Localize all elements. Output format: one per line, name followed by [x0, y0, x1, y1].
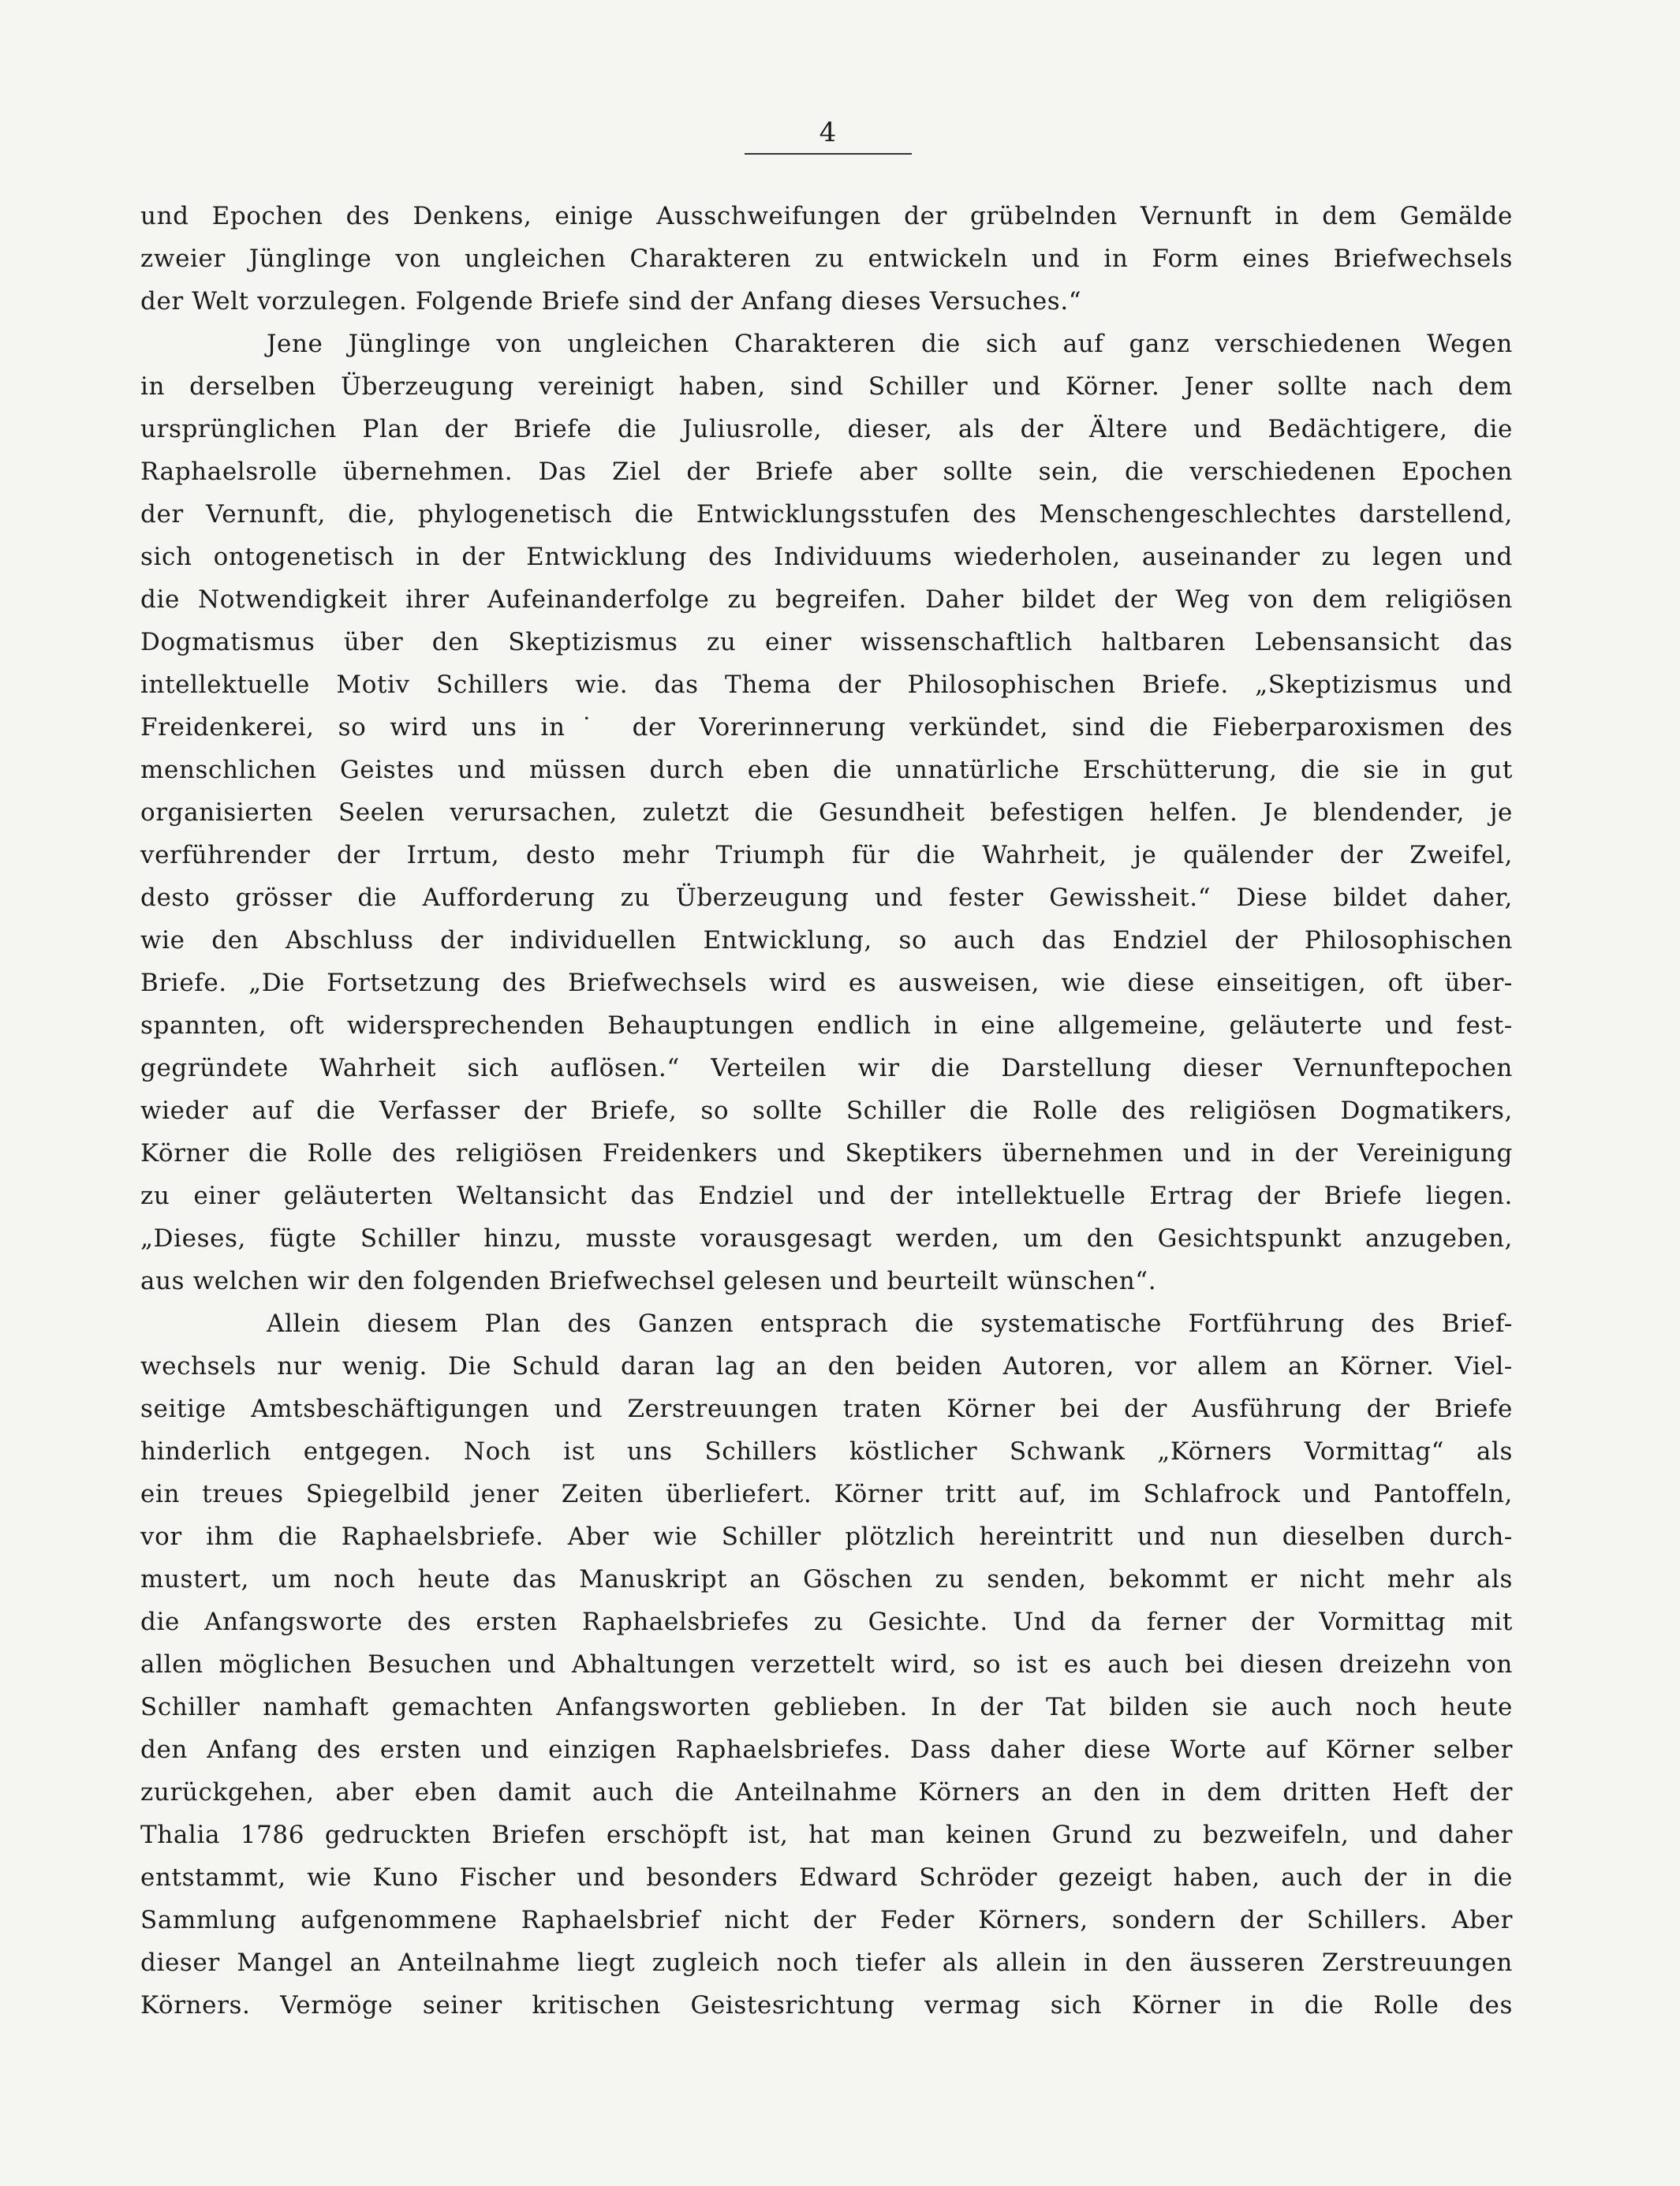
text-line: allen möglichen Besuchen und Abhaltungen verzettelt wird, so ist es auch bei diesen dreizehn von: [140, 1650, 1513, 1679]
text-line: Körner die Rolle des religiösen Freidenkers und Skeptikers übernehmen und in der Vereinigung: [140, 1139, 1513, 1168]
text-line: der Vernunft, die, phylogenetisch die Entwicklungsstufen des Menschengeschlechtes darstellend,: [140, 500, 1513, 529]
text-line: Schiller namhaft gemachten Anfangsworten geblieben. In der Tat bilden sie auch noch heute: [140, 1693, 1513, 1721]
text-line: verführender der Irrtum, desto mehr Triumph für die Wahrheit, je quälender der Zweifel,: [140, 841, 1513, 869]
text-line: Allein diesem Plan des Ganzen entsprach die systematische Fortführung des Brief-: [267, 1310, 1513, 1338]
text-line: Freidenkerei, so wird uns in˙ der Vorerinnerung verkündet, sind die Fieberparoxismen des: [140, 713, 1513, 742]
text-line: desto grösser die Aufforderung zu Überzeugung und fester Gewissheit.“ Diese bildet daher,: [140, 884, 1513, 912]
text-line: wie den Abschluss der individuellen Entwicklung, so auch das Endziel der Philosophischen: [140, 926, 1513, 955]
text-line: „Dieses, fügte Schiller hinzu, musste vorausgesagt werden, um den Gesichtspunkt anzugeben,: [140, 1224, 1513, 1253]
text-line: zweier Jünglinge von ungleichen Charakteren zu entwickeln und in Form eines Briefwechsels: [140, 245, 1513, 273]
text-line: intellektuelle Motiv Schillers wie. das Thema der Philosophischen Briefe. „Skeptizismus und: [140, 671, 1513, 699]
text-line: Körners. Vermöge seiner kritischen Geistesrichtung vermag sich Körner in die Rolle des: [140, 1991, 1513, 2020]
text-line: Thalia 1786 gedruckten Briefen erschöpft ist, hat man keinen Grund zu bezweifeln, und daher: [140, 1821, 1513, 1849]
page-header: [741, 117, 915, 148]
text-line: gegründete Wahrheit sich auflösen.“ Verteilen wir die Darstellung dieser Vernunftepochen: [140, 1054, 1513, 1082]
text-line: Briefe. „Die Fortsetzung des Briefwechsels wird es ausweisen, wie diese einseitigen, oft über-: [140, 969, 1513, 997]
text-line: wechsels nur wenig. Die Schuld daran lag an den beiden Autoren, vor allem an Körner. Viel-: [140, 1352, 1513, 1381]
text-line: ursprünglichen Plan der Briefe die Juliusrolle, dieser, als der Ältere und Bedächtigere, die: [140, 415, 1513, 443]
text-line: den Anfang des ersten und einzigen Raphaelsbriefes. Dass daher diese Worte auf Körner selber: [140, 1736, 1513, 1764]
header-rule: [745, 153, 912, 155]
text-line: mustert, um noch heute das Manuskript an Göschen zu senden, bekommt er nicht mehr als: [140, 1565, 1513, 1594]
text-line: spannten, oft widersprechenden Behauptungen endlich in eine allgemeine, geläuterte und fest-: [140, 1011, 1513, 1040]
text-line: entstammt, wie Kuno Fischer und besonders Edward Schröder gezeigt haben, auch der in die: [140, 1863, 1513, 1892]
text-line: sich ontogenetisch in der Entwicklung des Individuums wiederholen, auseinander zu legen und: [140, 543, 1513, 571]
text-line: Sammlung aufgenommene Raphaelsbrief nicht der Feder Körners, sondern der Schillers. Aber: [140, 1906, 1513, 1934]
text-line: ein treues Spiegelbild jener Zeiten überliefert. Körner tritt auf, im Schlafrock und Pantoffeln,: [140, 1480, 1513, 1508]
text-line: seitige Amtsbeschäftigungen und Zerstreuungen traten Körner bei der Ausführung der Briefe: [140, 1395, 1513, 1423]
text-line: menschlichen Geistes und müssen durch eben die unnatürliche Erschütterung, die sie in gut: [140, 756, 1513, 784]
text-line: Jene Jünglinge von ungleichen Charakteren die sich auf ganz verschiedenen Wegen: [267, 330, 1513, 358]
body-text: [140, 195, 1513, 2027]
text-line: organisierten Seelen verursachen, zuletzt die Gesundheit befestigen helfen. Je blendender, je: [140, 798, 1513, 827]
text-line: Dogmatismus über den Skeptizismus zu einer wissenschaftlich haltbaren Lebensansicht das: [140, 628, 1513, 656]
text-line: vor ihm die Raphaelsbriefe. Aber wie Schiller plötzlich hereintritt und nun dieselben durch-: [140, 1523, 1513, 1551]
text-line: in derselben Überzeugung vereinigt haben, sind Schiller und Körner. Jener sollte nach dem: [140, 372, 1513, 401]
text-line: wieder auf die Verfasser der Briefe, so sollte Schiller die Rolle des religiösen Dogmatikers,: [140, 1097, 1513, 1125]
text-line: aus welchen wir den folgenden Briefwechsel gelesen und beurteilt wünschen“.: [140, 1267, 1157, 1295]
text-line: Raphaelsrolle übernehmen. Das Ziel der Briefe aber sollte sein, die verschiedenen Epochen: [140, 458, 1513, 486]
text-line: zu einer geläuterten Weltansicht das Endziel und der intellektuelle Ertrag der Briefe liegen.: [140, 1182, 1513, 1210]
text-line: zurückgehen, aber eben damit auch die Anteilnahme Körners an den in dem dritten Heft der: [140, 1778, 1513, 1807]
text-line: die Anfangsworte des ersten Raphaelsbriefes zu Gesichte. Und da ferner der Vormittag mit: [140, 1608, 1513, 1636]
text-line: der Welt vorzulegen. Folgende Briefe sind der Anfang dieses Versuches.“: [140, 287, 1082, 316]
text-line: hinderlich entgegen. Noch ist uns Schillers köstlicher Schwank „Körners Vormittag“ als: [140, 1437, 1513, 1466]
text-line: und Epochen des Denkens, einige Ausschweifungen der grübelnden Vernunft in dem Gemälde: [140, 202, 1513, 230]
text-line: dieser Mangel an Anteilnahme liegt zugleich noch tiefer als allein in den äusseren Zerstreuungen: [140, 1949, 1513, 1977]
text-line: die Notwendigkeit ihrer Aufeinanderfolge zu begreifen. Daher bildet der Weg von dem religiösen: [140, 585, 1513, 614]
page-number: 4: [819, 117, 838, 148]
